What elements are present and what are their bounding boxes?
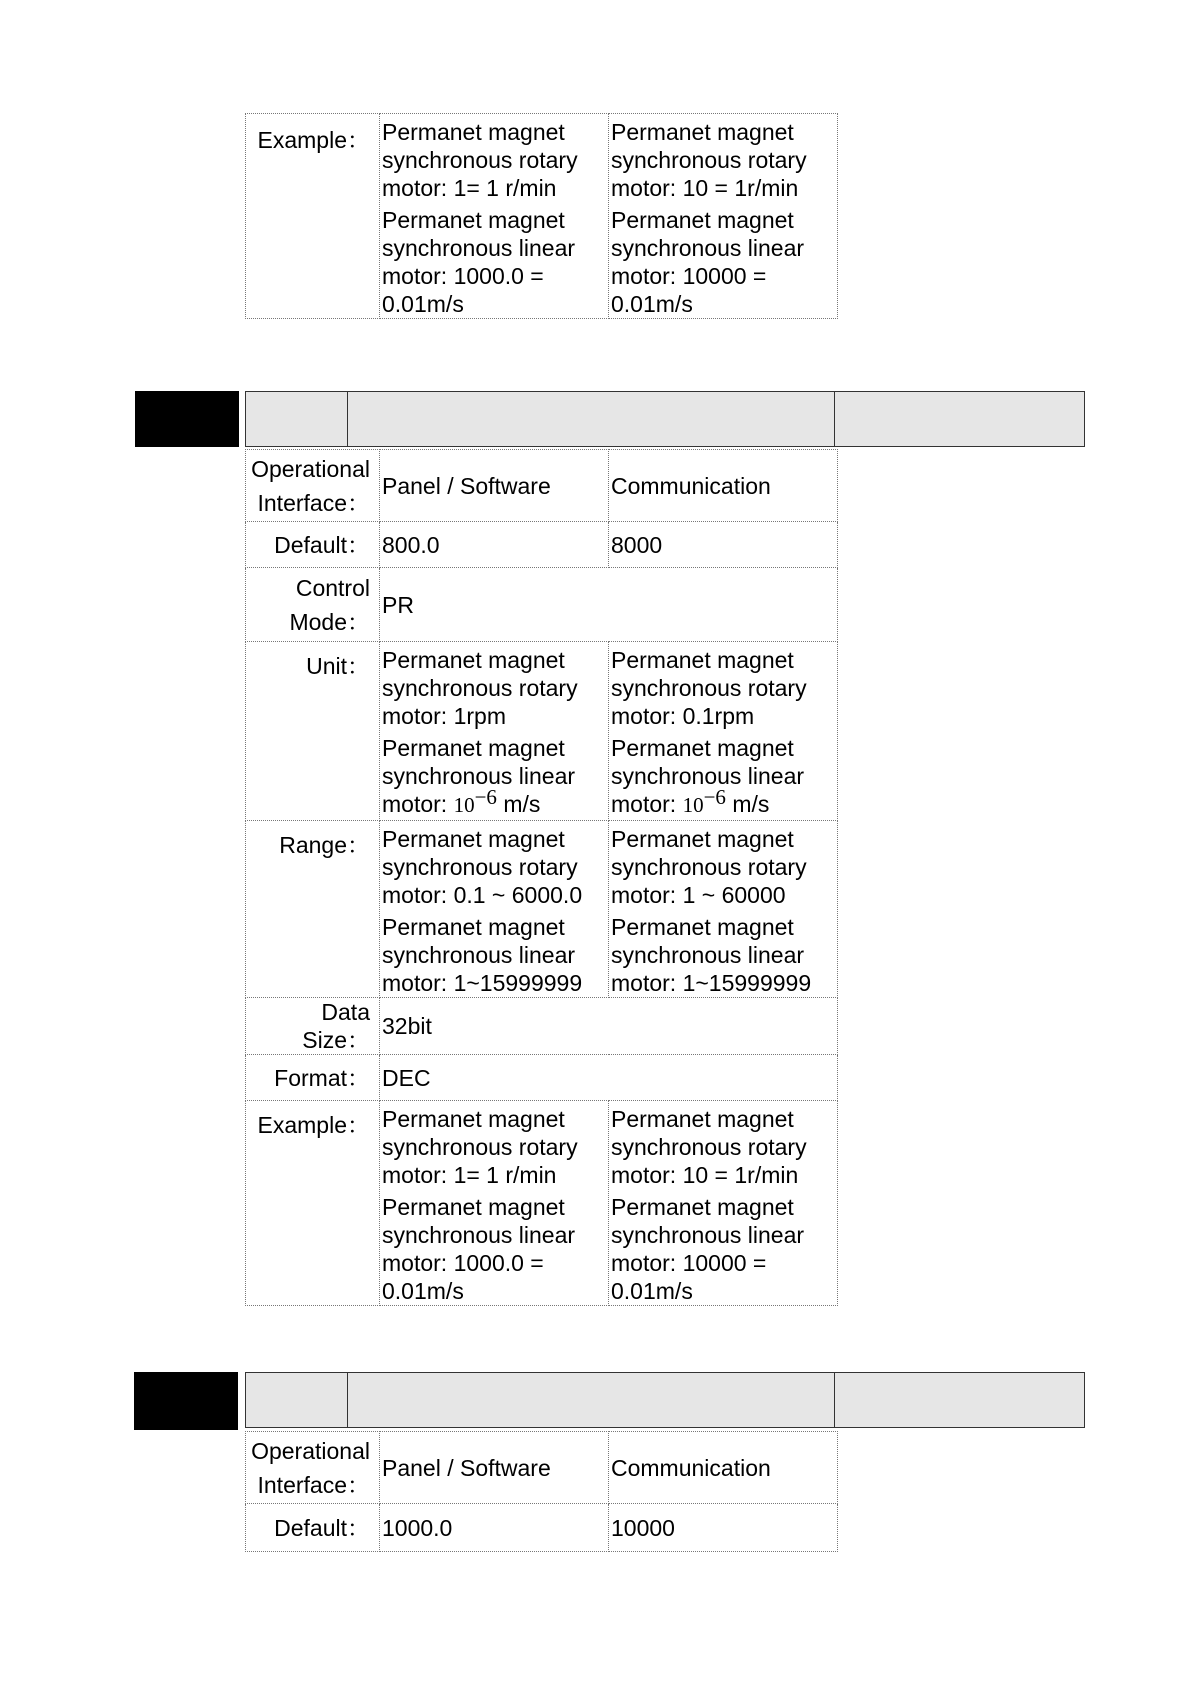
unit-row bbox=[246, 642, 838, 821]
example-row bbox=[246, 1101, 838, 1306]
data-size-label: Data Size： bbox=[246, 998, 380, 1055]
example-col2 bbox=[609, 1101, 838, 1306]
example-linear: Permanet magnet synchronous linear motor: 1000.0 = 0.01m/s bbox=[382, 207, 576, 317]
range-row bbox=[246, 821, 838, 998]
op-interface-row bbox=[246, 450, 838, 522]
op-interface-label: Operational Interface： bbox=[246, 1432, 380, 1504]
param-a-header-address-cell bbox=[834, 392, 1084, 446]
example-linear: Permanet magnet synchronous linear motor: 1000.0 = 0.01m/s bbox=[382, 1194, 576, 1304]
default-panel-value: 1000.0 bbox=[380, 1504, 609, 1552]
range-rotary: Permanet magnet synchronous rotary motor: 0.1 ~ 6000.0 bbox=[382, 826, 583, 908]
unit-linear: Permanet magnet synchronous linear motor: $10^{-6}$ m/s bbox=[611, 735, 805, 817]
default-comm-value: 10000 bbox=[609, 1504, 838, 1552]
param-a-header-code-cell bbox=[246, 392, 348, 446]
example-label: Example： bbox=[246, 114, 380, 319]
unit-label: Unit： bbox=[246, 642, 380, 821]
unit-col1 bbox=[380, 642, 609, 821]
range-rotary: Permanet magnet synchronous rotary motor: 1 ~ 60000 bbox=[611, 826, 807, 908]
data-size-row bbox=[246, 998, 838, 1055]
example-linear: Permanet magnet synchronous linear motor: 10000 = 0.01m/s bbox=[611, 1194, 805, 1304]
param-a-table bbox=[245, 449, 838, 1306]
param-b-header bbox=[245, 1372, 1085, 1428]
param-b-code-block bbox=[134, 1372, 238, 1430]
example-rotary: Permanet magnet synchronous rotary motor: 10 = 1r/min bbox=[611, 119, 807, 201]
unit-linear: Permanet magnet synchronous linear motor: $10^{-6}$ m/s bbox=[382, 735, 576, 817]
op-interface-row bbox=[246, 1432, 838, 1504]
example-linear: Permanet magnet synchronous linear motor: 10000 = 0.01m/s bbox=[611, 207, 805, 317]
example-rotary: Permanet magnet synchronous rotary motor: 10 = 1r/min bbox=[611, 1106, 807, 1188]
default-label: Default： bbox=[246, 522, 380, 568]
example-rotary: Permanet magnet synchronous rotary motor: 1= 1 r/min bbox=[382, 1106, 578, 1188]
range-linear: Permanet magnet synchronous linear motor: 1~15999999 bbox=[382, 914, 583, 996]
unit-rotary: Permanet magnet synchronous rotary motor: 1rpm bbox=[382, 647, 578, 729]
range-col2 bbox=[609, 821, 838, 998]
example-col1 bbox=[380, 114, 609, 319]
default-row bbox=[246, 522, 838, 568]
param-a-code-block bbox=[135, 391, 239, 447]
op-interface-comm: Communication bbox=[609, 1432, 838, 1504]
param-b-header-code-cell bbox=[246, 1373, 348, 1427]
param-a-header bbox=[245, 391, 1085, 447]
top-example-table bbox=[245, 113, 838, 319]
control-mode-row bbox=[246, 568, 838, 642]
format-row bbox=[246, 1055, 838, 1101]
unit-rotary: Permanet magnet synchronous rotary motor: 0.1rpm bbox=[611, 647, 807, 729]
control-mode-value: PR bbox=[380, 568, 838, 642]
control-mode-label: Control Mode： bbox=[246, 568, 380, 642]
op-interface-comm: Communication bbox=[609, 450, 838, 522]
unit-col2 bbox=[609, 642, 838, 821]
range-label: Range： bbox=[246, 821, 380, 998]
op-interface-panel: Panel / Software bbox=[380, 450, 609, 522]
param-b-table bbox=[245, 1431, 838, 1552]
data-size-value: 32bit bbox=[380, 998, 838, 1055]
format-label: Format： bbox=[246, 1055, 380, 1101]
format-value: DEC bbox=[380, 1055, 838, 1101]
range-col1 bbox=[380, 821, 609, 998]
example-rotary: Permanet magnet synchronous rotary motor: 1= 1 r/min bbox=[382, 119, 578, 201]
example-label: Example： bbox=[246, 1101, 380, 1306]
default-row bbox=[246, 1504, 838, 1552]
param-b-header-address-cell bbox=[834, 1373, 1084, 1427]
range-linear: Permanet magnet synchronous linear motor: 1~15999999 bbox=[611, 914, 812, 996]
example-row bbox=[246, 114, 838, 319]
op-interface-label: Operational Interface： bbox=[246, 450, 380, 522]
default-label: Default： bbox=[246, 1504, 380, 1552]
op-interface-panel: Panel / Software bbox=[380, 1432, 609, 1504]
default-panel-value: 800.0 bbox=[380, 522, 609, 568]
example-col2 bbox=[609, 114, 838, 319]
default-comm-value: 8000 bbox=[609, 522, 838, 568]
example-col1 bbox=[380, 1101, 609, 1306]
